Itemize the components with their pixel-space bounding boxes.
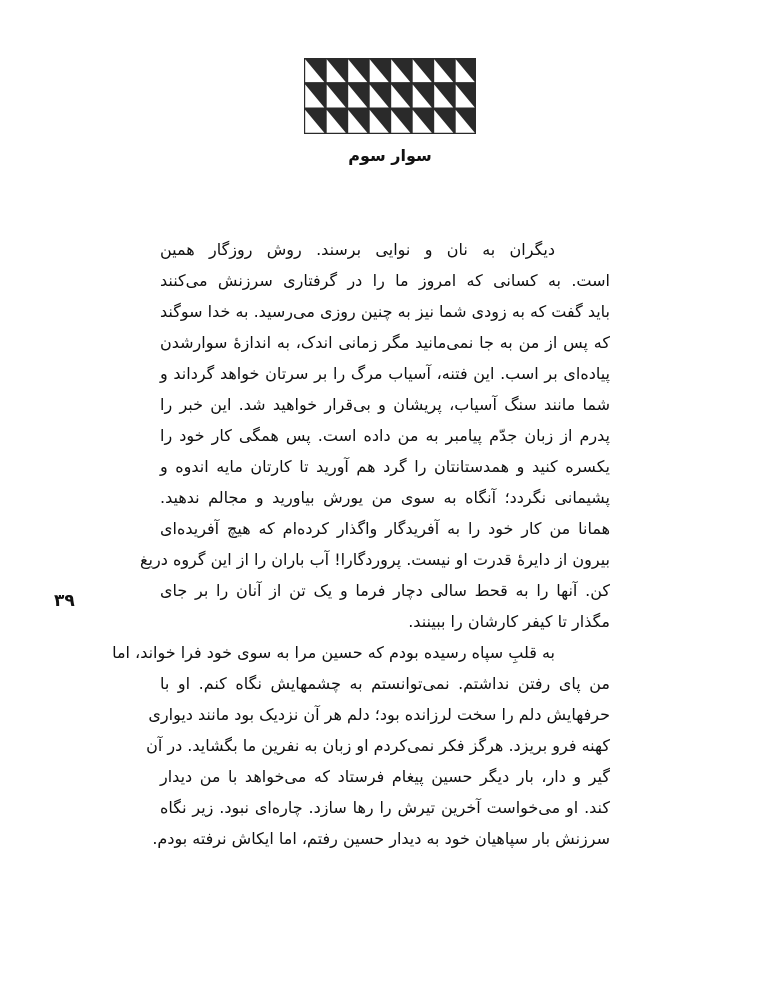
text-line: بیرون از دایرهٔ قدرت او نیست. پروردگارا! آب باران را از این گروه دریغ <box>140 550 610 569</box>
text-line: مگذار تا کیفر کارشان را ببینند. <box>408 612 610 631</box>
text-line: دیگران به نان و نوایی برسند. روش روزگار همین <box>160 240 555 259</box>
text-line: سرزنش بار سپاهیان خود به دیدار حسین رفتم، اما ایکاش نرفته بودم. <box>152 829 610 848</box>
text-line: کن. آنها را به قحط سالی دچار فرما و یک تن از آنان را بر جای <box>160 581 610 600</box>
triangle-pattern-ornament-icon <box>304 58 476 134</box>
body-text <box>112 234 610 854</box>
text-line: من پای رفتن نداشتم. نمی‌توانستم به چشمهایش نگاه کنم. او با <box>160 674 610 693</box>
text-line: یکسره کنید و همدستانتان را گرد هم آورید تا کارتان مایه اندوه و <box>160 457 610 476</box>
text-line: باید گفت که به زودی شما نیز به چنین روزی می‌رسید. به خدا سوگند <box>160 302 610 321</box>
text-line: پیاده‌ای بر اسب. این فتنه، آسیاب مرگ را بر سرتان خواهد گرداند و <box>160 364 610 383</box>
page-number: ۳۹ <box>54 591 75 611</box>
text-line: کند. او می‌خواست آخرین تیرش را رها سازد. چاره‌ای نبود. زیر نگاه <box>160 798 610 817</box>
text-line: کهنه فرو بریزد. هرگز فکر نمی‌کردم او زبان به نفرین ما بگشاید. در آن <box>146 736 610 755</box>
text-line: که پس از من به جا نمی‌مانید مگر زمانی اندک، به اندازهٔ سوارشدن <box>160 333 610 352</box>
text-line: شما مانند سنگ آسیاب، پریشان و بی‌قرار خواهید شد. این خبر را <box>160 395 610 414</box>
chapter-title: سوار سوم <box>348 146 432 165</box>
text-line: پشیمانی نگردد؛ آنگاه به سوی من یورش بیاورید و مجالم ندهید. <box>160 488 610 507</box>
text-line: است. به کسانی که امروز ما را در گرفتاری سرزنش می‌کنند <box>160 271 610 290</box>
text-line: پدرم از زبان جدّم پیامبر به من داده است. پس همگی کار خود را <box>160 426 610 445</box>
text-line: همانا من کار خود را به آفریدگار واگذار کرده‌ام که هیچ آفریده‌ای <box>160 519 610 538</box>
text-line: به قلبِ سپاه رسیده بودم که حسین مرا به سوی خود فرا خواند، اما <box>112 643 555 662</box>
text-line: حرفهایش دلم را سخت لرزانده بود؛ دلم هر آن نزدیک بود مانند دیواری <box>148 705 610 724</box>
text-line: گیر و دار، بار دیگر حسین پیغام فرستاد که می‌خواهد با من دیدار <box>160 767 610 786</box>
